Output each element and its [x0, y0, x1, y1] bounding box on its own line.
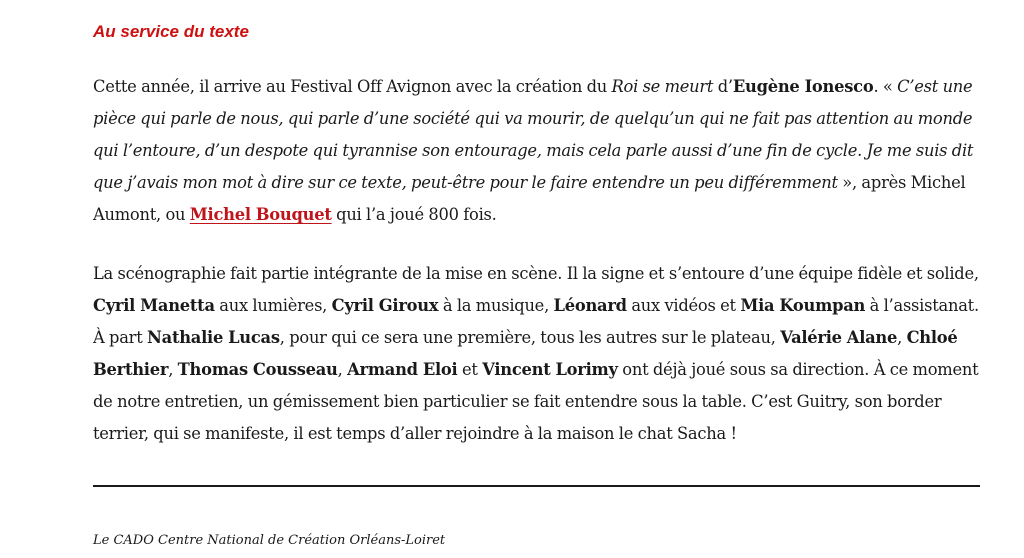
text-run: aux vidéos et: [626, 296, 741, 315]
person-name: Armand Eloi: [347, 360, 458, 379]
text-run: ,: [168, 360, 178, 379]
person-name: Vincent Lorimy: [482, 360, 618, 379]
person-name: Léonard: [553, 296, 627, 315]
text-run: ,: [337, 360, 348, 379]
person-name: Cyril Giroux: [331, 296, 439, 315]
text-run: Cette année, il arrive au Festival Off Avignon avec la création du: [93, 77, 612, 96]
person-name: Chloé Berthier: [93, 328, 958, 379]
text-run: à l’assistanat. À part: [93, 296, 979, 347]
text-run: », après Michel Aumont, ou: [93, 173, 966, 224]
play-title: Roi se meurt: [611, 77, 714, 96]
text-run: , pour qui ce sera une première, tous les autres sur le plateau,: [279, 328, 781, 347]
quote-text: C’est une pièce qui parle de nous, qui parle d’une société qui va mourir, de quelqu’un qui ne fait pas attention au monde qui l’entoure, d’un despote qui tyrannise son entourage, mais cela parle aussi d’une fin de cycle. Je me suis dit que j’avais mon mot à dire sur ce texte, peut-être pour le faire entendre un peu différemment: [93, 77, 974, 192]
text-run: d’: [713, 77, 733, 96]
text-run: qui l’a joué 800 fois.: [331, 205, 497, 224]
image-caption: Le CADO Centre National de Création Orléans-Loiret: [93, 533, 446, 548]
horizontal-divider: [93, 485, 980, 487]
paragraph-festival: [93, 71, 983, 231]
person-name: Nathalie Lucas: [147, 328, 280, 347]
person-name: Cyril Manetta: [93, 296, 215, 315]
michel-bouquet-link[interactable]: Michel Bouquet: [189, 205, 332, 224]
author-name: Eugène Ionesco: [732, 77, 874, 96]
text-run: ont déjà joué sous sa direction. À ce moment de notre entretien, un gémissement bien particulier se fait entendre sous la table. C’est Guitry, son border terrier, qui se manifeste, il est temps d’aller rejoindre à la maison le chat Sacha !: [93, 360, 979, 443]
text-run: à la musique,: [438, 296, 554, 315]
person-name: Valérie Alane: [780, 328, 898, 347]
text-run: . «: [873, 77, 898, 96]
person-name: Mia Koumpan: [740, 296, 866, 315]
paragraph-scenography: [93, 258, 983, 450]
section-heading: Au service du texte: [93, 22, 249, 41]
person-name: Thomas Cousseau: [177, 360, 338, 379]
text-run: et: [457, 360, 483, 379]
text-run: aux lumières,: [214, 296, 332, 315]
text-run: La scénographie fait partie intégrante de la mise en scène. Il la signe et s’entoure d’une équipe fidèle et solide,: [93, 264, 979, 283]
text-run: ,: [897, 328, 907, 347]
